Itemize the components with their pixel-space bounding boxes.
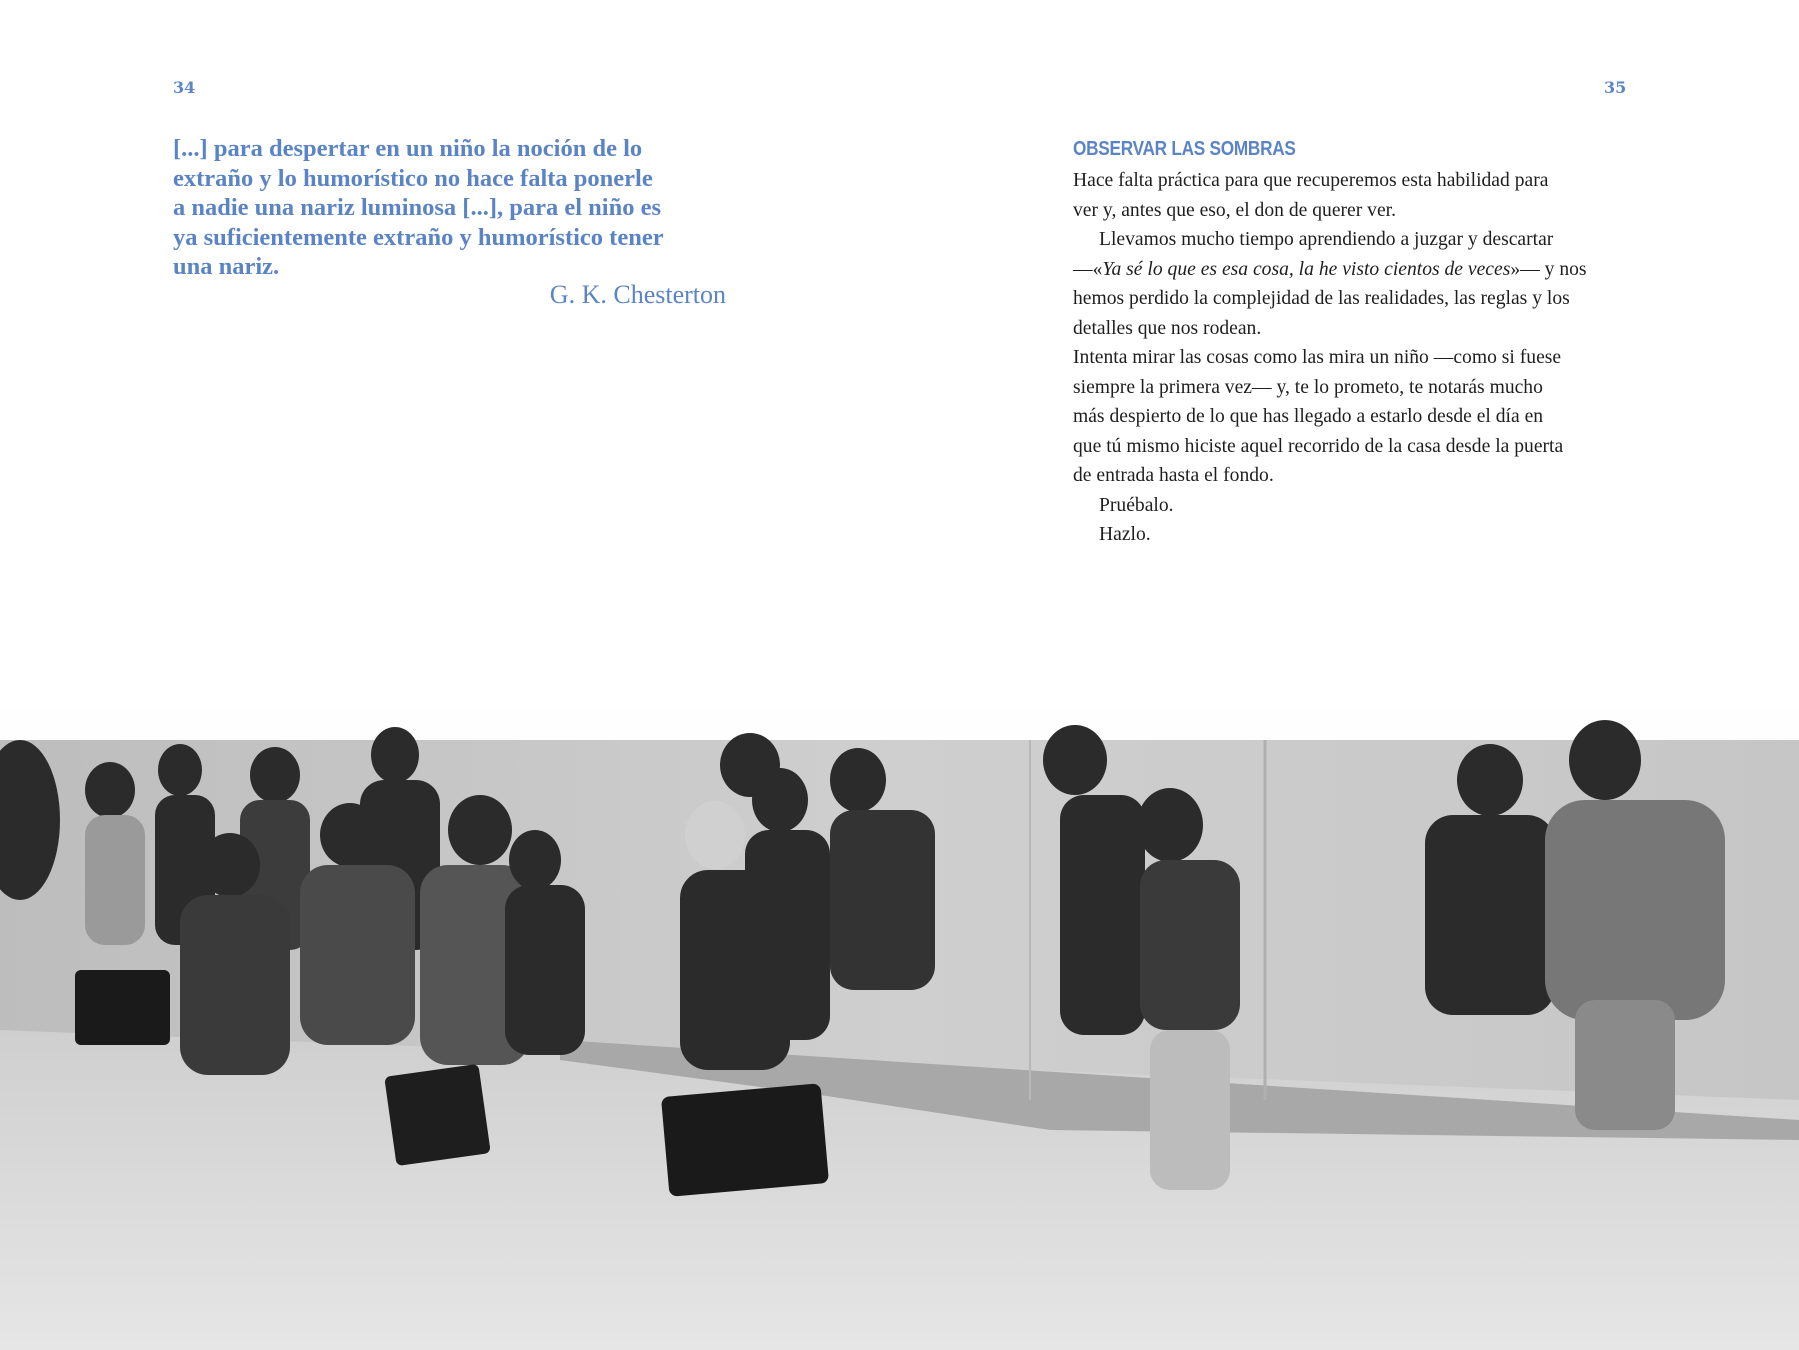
quote-line: extraño y lo humorístico no hace falta ponerle: [173, 164, 653, 192]
quote-line: a nadie una nariz luminosa [...], para el niño es: [173, 194, 662, 221]
quote-line: ya suficientemente extraño y humorístico tener: [173, 223, 664, 251]
body-line: Pruébalo.: [1099, 494, 1174, 516]
quote-line: una nariz.: [173, 253, 280, 280]
body-line: más despierto de lo que has llegado a estarlo desde el día en: [1073, 406, 1544, 427]
body-line: Hazlo.: [1099, 524, 1151, 545]
children-walking-photo: [0, 700, 1799, 1350]
body-line: Llevamos mucho tiempo aprendiendo a juzgar y descartar: [1099, 229, 1554, 250]
body-text: [1073, 166, 1633, 550]
body-line: ver y, antes que eso, el don de querer ver.: [1073, 199, 1396, 221]
page-number-left: 34: [173, 78, 196, 97]
body-line: siempre la primera vez— y, te lo prometo, te notarás mucho: [1073, 376, 1543, 398]
body-line: que tú mismo hiciste aquel recorrido de la casa desde la puerta: [1073, 435, 1564, 457]
quote-line: [...] para despertar en un niño la noción de lo: [173, 135, 643, 162]
section-heading: OBSERVAR LAS SOMBRAS: [1073, 138, 1296, 160]
body-line: Hace falta práctica para que recuperemos esta habilidad para: [1073, 170, 1549, 191]
body-line: hemos perdido la complejidad de las realidades, las reglas y los: [1073, 288, 1570, 309]
quote-author: G. K. Chesterton: [549, 280, 726, 309]
epigraph-quote: [173, 134, 733, 282]
body-line: [1073, 255, 1633, 285]
body-line: de entrada hasta el fondo.: [1073, 465, 1274, 486]
body-line: Intenta mirar las cosas como las mira un niño —como si fuese: [1073, 347, 1562, 368]
body-line: detalles que nos rodean.: [1073, 317, 1262, 339]
page-number-right: 35: [1604, 78, 1627, 97]
italic-quote: Ya sé lo que es esa cosa, la he visto cientos de veces: [1102, 258, 1511, 280]
dash-quote-open: —«: [1073, 258, 1103, 280]
dash-quote-close: »— y nos: [1510, 258, 1587, 280]
